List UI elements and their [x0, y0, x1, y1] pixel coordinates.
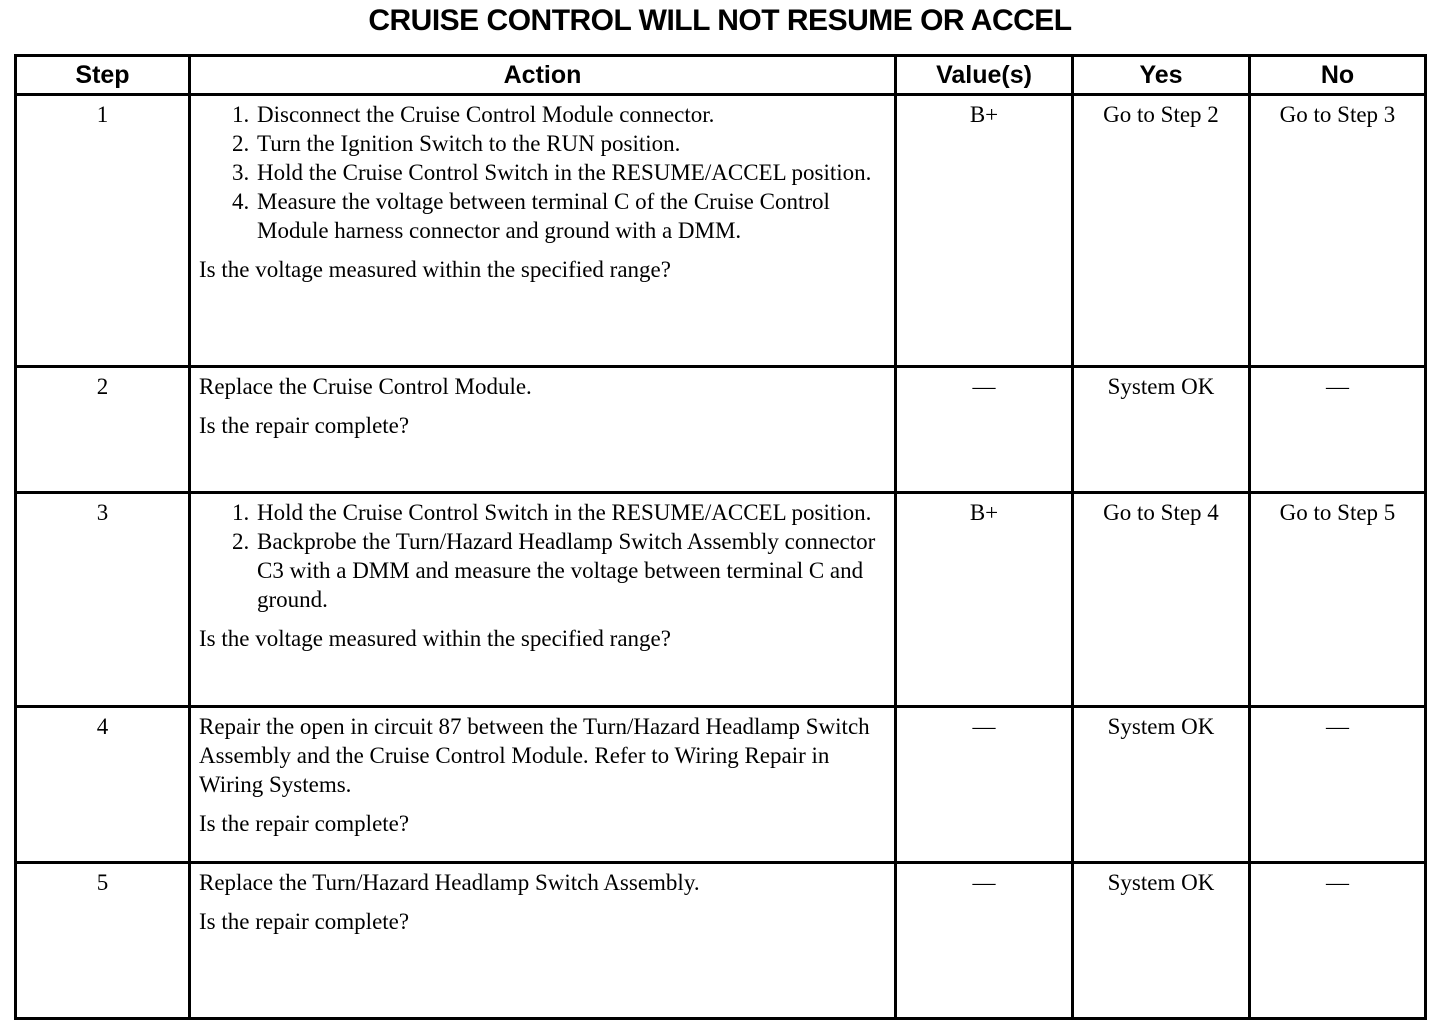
step-number: 1	[16, 95, 190, 367]
action-text: Replace the Cruise Control Module.	[199, 374, 532, 399]
header-step: Step	[16, 56, 190, 95]
header-yes: Yes	[1073, 56, 1250, 95]
action-question: Is the voltage measured within the specified range?	[199, 626, 671, 651]
action-cell	[190, 863, 896, 1019]
action-question: Is the repair complete?	[199, 811, 410, 836]
step-number: 3	[16, 493, 190, 707]
value-cell: —	[896, 367, 1073, 493]
diagnostic-table	[14, 54, 1427, 1020]
action-text: Repair the open in circuit 87 between the Turn/Hazard Headlamp Switch Assembly and the Cruise Control Module. Refer to Wiring Repair in Wiring Systems.	[199, 714, 870, 797]
no-cell: —	[1250, 863, 1426, 1019]
action-question: Is the repair complete?	[199, 909, 410, 934]
step-number: 2	[16, 367, 190, 493]
value-cell: B+	[896, 95, 1073, 367]
yes-cell: Go to Step 4	[1073, 493, 1250, 707]
action-substeps	[199, 498, 886, 614]
action-substep: 4. Measure the voltage between terminal C of the Cruise Control Module harness connector and ground with a DMM.	[255, 187, 886, 245]
no-cell: Go to Step 5	[1250, 493, 1426, 707]
table-row	[16, 367, 1426, 493]
table-row	[16, 707, 1426, 863]
yes-cell: System OK	[1073, 367, 1250, 493]
table-row	[16, 95, 1426, 367]
action-substep: 3. Hold the Cruise Control Switch in the RESUME/ACCEL position.	[255, 158, 886, 187]
yes-cell: System OK	[1073, 863, 1250, 1019]
no-cell: Go to Step 3	[1250, 95, 1426, 367]
yes-cell: Go to Step 2	[1073, 95, 1250, 367]
action-cell	[190, 493, 896, 707]
value-cell: B+	[896, 493, 1073, 707]
action-question: Is the repair complete?	[199, 413, 410, 438]
table-header-row	[16, 56, 1426, 95]
action-question: Is the voltage measured within the specified range?	[199, 257, 671, 282]
step-number: 5	[16, 863, 190, 1019]
page-title: CRUISE CONTROL WILL NOT RESUME OR ACCEL	[368, 4, 1072, 37]
value-cell: —	[896, 707, 1073, 863]
action-cell	[190, 95, 896, 367]
table-row	[16, 493, 1426, 707]
action-substeps	[199, 100, 886, 245]
value-cell: —	[896, 863, 1073, 1019]
header-action: Action	[190, 56, 896, 95]
header-values: Value(s)	[896, 56, 1073, 95]
table-row	[16, 863, 1426, 1019]
no-cell: —	[1250, 367, 1426, 493]
action-cell	[190, 367, 896, 493]
action-text: Replace the Turn/Hazard Headlamp Switch Assembly.	[199, 870, 700, 895]
header-no: No	[1250, 56, 1426, 95]
action-substep: 2. Backprobe the Turn/Hazard Headlamp Switch Assembly connector C3 with a DMM and measure the voltage between terminal C and ground.	[255, 527, 886, 614]
no-cell: —	[1250, 707, 1426, 863]
action-cell	[190, 707, 896, 863]
yes-cell: System OK	[1073, 707, 1250, 863]
action-substep: 2. Turn the Ignition Switch to the RUN position.	[255, 129, 886, 158]
step-number: 4	[16, 707, 190, 863]
action-substep: 1. Hold the Cruise Control Switch in the RESUME/ACCEL position.	[255, 498, 886, 527]
action-substep: 1. Disconnect the Cruise Control Module connector.	[255, 100, 886, 129]
